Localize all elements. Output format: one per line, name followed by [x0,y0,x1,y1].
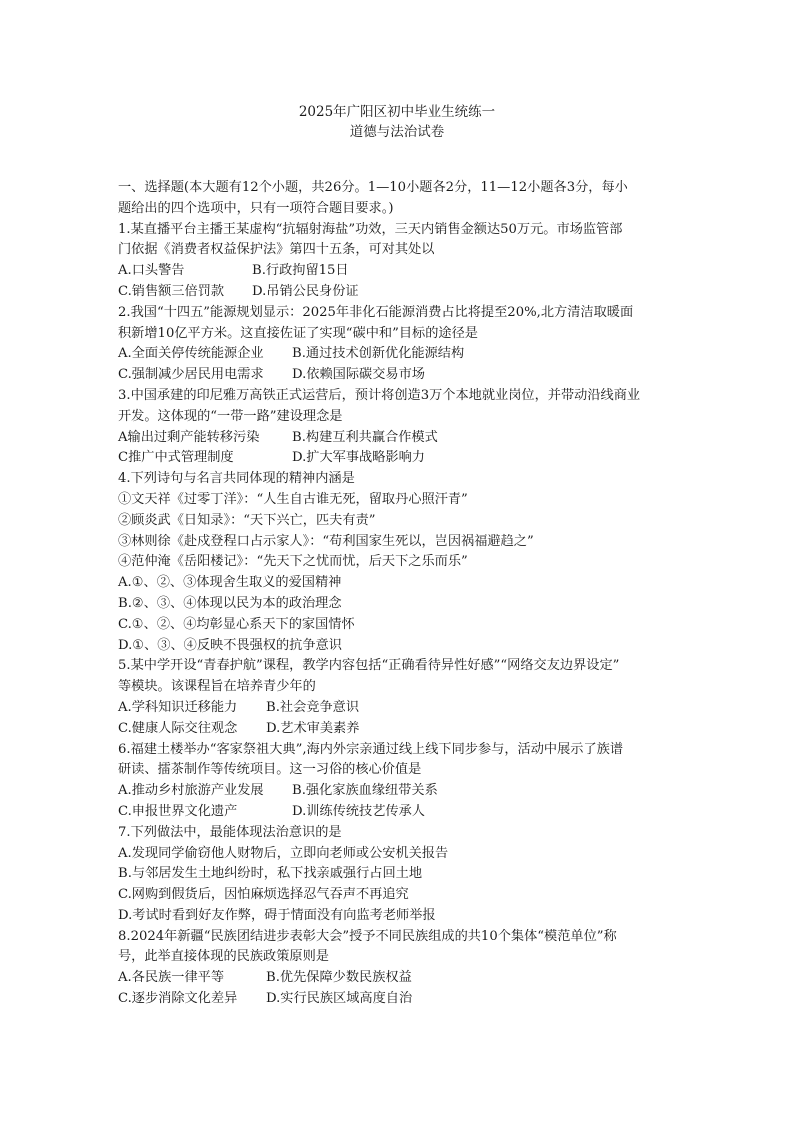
option-row [118,989,690,1010]
question-stem-line: 2.我国“十四五”能源规划显示：2025年非化石能源消费占比将提至20%,北方清洁取暖面 [118,304,634,320]
option-d: D.实行民族区域高度自治 [266,991,413,1007]
question-7 [118,823,690,927]
option-row [118,781,690,802]
option-row [118,698,690,719]
question-4 [118,469,690,656]
option-a: A.发现同学偷窃他人财物后，立即向老师或公安机关报告 [118,845,449,861]
option-d: D.训练传统技艺传承人 [292,803,425,819]
option-d: D.考试时看到好友作弊，碍于情面没有向监考老师举报 [118,907,436,923]
option-a: A.各民族一律平等 [118,970,225,986]
option-c: C.健康人际交往观念 [118,720,238,736]
option-b: B.与邻居发生土地纠纷时，私下找亲戚强行占回土地 [118,866,423,882]
section-intro-line-2: 题给出的四个选项中，只有一项符合题目要求。) [118,200,394,216]
quote-line: ③林则徐《赴戍登程口占示家人》：“苟利国家生死以，岂因祸福避趋之” [118,533,534,549]
option-c: C.销售额三倍罚款 [118,283,225,299]
question-stem-line: 积新增10亿平方米。这直接佐证了实现“碳中和”目标的途径是 [118,325,478,341]
option-b: B.优先保障少数民族权益 [266,970,412,986]
option-a: A输出过剩产能转移污染 [118,429,260,445]
section-intro-line-1: 一、选择题(本大题有12个小题，共26分。1—10小题各2分，11—12小题各3分，每小 [118,180,628,195]
option-b: B.②、③、④体现以民为本的政治理念 [118,595,342,611]
option-c: C推广中式管理制度 [118,450,234,466]
option-a: A.全面关停传统能源企业 [118,346,264,362]
question-5 [118,656,690,739]
option-d: D.依赖国际碳交易市场 [292,367,425,383]
question-stem-line: 1.某直播平台主播王某虚构“抗辐射海盐”功效，三天内销售金额达50万元。市场监管部 [118,221,623,237]
option-row [118,261,690,282]
option-a: A.①、②、③体现舍生取义的爱国精神 [118,575,342,591]
exam-subtitle: 道德与法治试卷 [349,124,445,140]
question-stem-line: 研读、擂茶制作等传统项目。这一习俗的核心价值是 [118,762,422,778]
option-b: B.行政拘留15日 [252,263,349,279]
question-stem-line: 5.某中学开设“青春护航”课程，教学内容包括“正确看待异性好感”“网络交友边界设定” [118,658,620,674]
option-row [118,802,690,823]
question-1 [118,220,690,303]
exam-title: 2025年广阳区初中毕业生统练一 [298,104,496,120]
option-b: B.强化家族血缘纽带关系 [292,783,438,799]
option-row [118,968,690,989]
question-2 [118,303,690,386]
option-b: B.通过技术创新优化能源结构 [292,346,465,362]
question-stem-line: 开发。这体现的“一带一路”建设理念是 [118,408,343,424]
question-stem-line: 3.中国承建的印尼雅万高铁正式运营后，预计将创造3万个本地就业岗位，并带动沿线商业 [118,387,641,403]
question-stem-line: 7.下列做法中，最能体现法治意识的是 [118,824,342,840]
option-c: C.申报世界文化遗产 [118,803,238,819]
option-row [118,428,690,449]
option-b: B.社会竞争意识 [266,699,360,715]
option-a: A.推动乡村旅游产业发展 [118,783,264,799]
option-d: D.①、③、④反映不畏强权的抗争意识 [118,637,342,653]
option-c: C.强制减少居民用电需求 [118,367,264,383]
option-c: C.网购到假货后，因怕麻烦选择忍气吞声不再追究 [118,887,409,903]
option-a: A.学科知识迁移能力 [118,699,238,715]
question-stem-line: 8.2024年新疆“民族团结进步表彰大会”授予不同民族组成的共10个集体“模范单位”称 [118,928,617,944]
question-stem-line: 6.福建土楼举办“客家祭祖大典”,海内外宗亲通过线上线下同步参与，活动中展示了族谱 [118,741,624,757]
option-a: A.口头警告 [118,263,185,279]
quote-line: ④范仲淹《岳阳楼记》：“先天下之忧而忧，后天下之乐而乐” [118,554,468,570]
quote-line: ①文天祥《过零丁洋》：“人生自古谁无死，留取丹心照汗青” [118,491,468,507]
question-8 [118,927,690,1010]
option-d: D.扩大军事战略影响力 [292,450,425,466]
option-row [118,282,690,303]
question-6 [118,740,690,823]
question-stem-line: 号，此举直接体现的民族政策原则是 [118,949,329,965]
option-row [118,448,690,469]
option-row [118,365,690,386]
question-3 [118,386,690,469]
question-stem-line: 门依据《消费者权益保护法》第四十五条，可对其处以 [118,242,435,258]
quote-line: ②顾炎武《日知录》：“天下兴亡，匹夫有责” [118,512,376,528]
option-row [118,719,690,740]
option-d: D.艺术审美素养 [266,720,360,736]
option-c: C.逐步消除文化差异 [118,991,238,1007]
option-row [118,344,690,365]
option-d: D.吊销公民身份证 [252,283,359,299]
exam-body [118,178,690,1010]
option-b: B.构建互利共赢合作模式 [292,429,438,445]
option-c: C.①、②、④均彰显心系天下的家国情怀 [118,616,355,632]
question-stem-line: 等模块。该课程旨在培养青少年的 [118,679,316,695]
question-stem-line: 4.下列诗句与名言共同体现的精神内涵是 [118,471,355,487]
